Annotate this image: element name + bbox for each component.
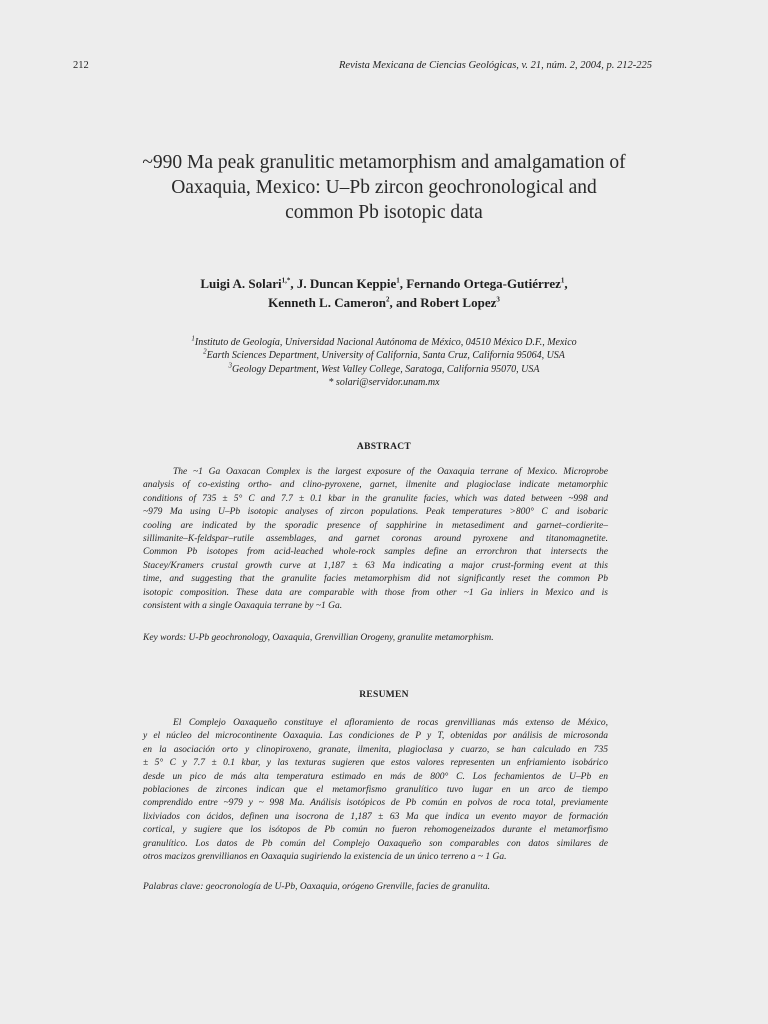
affil-mark: 2 bbox=[203, 347, 207, 356]
author-name: , J. Duncan Keppie bbox=[290, 276, 397, 291]
affil-text: Earth Sciences Department, University of California, Santa Cruz, California 95064, USA bbox=[206, 350, 565, 362]
abstract-line: Stacey/Kramers crustal growth curve at 1,187 ± 63 Ma indicating a major crust-forming event at this bbox=[143, 560, 608, 571]
journal-citation: Revista Mexicana de Ciencias Geológicas, v. 21, núm. 2, 2004, p. 212-225 bbox=[339, 60, 652, 71]
abstract-keywords bbox=[143, 632, 608, 645]
resumen-line: ± 5° C y 7.7 ± 0.1 kbar, y las texturas sugieren que estos valores representen un enfriamiento isobárico bbox=[143, 758, 608, 769]
resumen-line: y el núcleo del microcontinente Oaxaquia. Las condiciones de P y T, obtenidas por análisis de microsonda bbox=[143, 731, 608, 742]
abstract-line: cooling are indicated by the sporadic presence of sapphirine in metasediment and garnet–cordierite– bbox=[143, 520, 608, 531]
affil-mark: 1 bbox=[191, 334, 195, 343]
resumen-line: poblaciones de zircones indican que el metamorfismo granulítico tuvo lugar en un arco de tiempo bbox=[143, 785, 608, 796]
abstract-line: isotopic composition. These data are comparable with those from other ~1 Ga inliers in Mexico and is bbox=[143, 587, 608, 598]
abstract-line: ~979 Ma using U–Pb isotopic analyses of zircon populations. Peak temperatures >800° C and isobaric bbox=[143, 507, 608, 518]
corresponding-email: * solari@servidor.unam.mx bbox=[328, 376, 440, 388]
resumen-line: desde un pico de más alta temperatura estimado en más de 800° C. Los fechamientos de U–Pb en bbox=[143, 771, 608, 782]
affiliation bbox=[80, 336, 688, 349]
affil-text: Instituto de Geología, Universidad Nacional Autónoma de México, 04510 México D.F., Mexico bbox=[194, 337, 577, 348]
author-affil-mark: 3 bbox=[496, 295, 500, 304]
affiliation bbox=[80, 349, 688, 362]
author-list bbox=[80, 274, 688, 312]
author-affil-mark: 1 bbox=[396, 276, 400, 285]
abstract-line: consistent with a single Oaxaquia terrane by ~1 Ga. bbox=[143, 601, 343, 612]
resumen-heading: RESUMEN bbox=[359, 690, 409, 700]
resumen-line: granulítico. Los datos de Pb común del Complejo Oaxaqueño son comparables con datos similares de bbox=[143, 838, 608, 849]
resumen-line: comprendido entre ~979 y ~ 998 Ma. Análisis isotópicos de Pb común en polvos de roca total, previamente bbox=[143, 798, 608, 809]
page-number: 212 bbox=[73, 60, 89, 71]
title-line: Oaxaquia, Mexico: U–Pb zircon geochronological and bbox=[171, 177, 597, 198]
author-affil-mark: 2 bbox=[385, 295, 390, 304]
paper-title bbox=[80, 150, 688, 225]
title-line: common Pb isotopic data bbox=[285, 202, 483, 223]
keywords-text: Key words: U-Pb geochronology, Oaxaquia, Grenvillian Orogeny, granulite metamorphism. bbox=[143, 633, 494, 643]
abstract-line: The ~1 Ga Oaxacan Complex is the largest exposure of the Oaxaquia terrane of Mexico. Microprobe bbox=[173, 467, 608, 477]
author-affil-mark: 1 bbox=[560, 276, 565, 285]
abstract-line: analysis of co-existing ortho- and clino-pyroxene, garnet, ilmenite and plagioclase indicate metamorphic bbox=[143, 480, 608, 491]
resumen-line: otros macizos grenvillianos en Oaxaquia sugiriendo la existencia de un único terreno a ~ 1 Ga. bbox=[143, 852, 507, 863]
author-name: , Fernando Ortega-Gutiérrez bbox=[399, 276, 561, 291]
author-name: , and Robert Lopez bbox=[389, 295, 497, 310]
author-line bbox=[80, 274, 688, 293]
author-name: Kenneth L. Cameron bbox=[268, 295, 386, 310]
abstract-line: conditions of 735 ± 5° C and 7.7 ± 0.1 kbar in the granulite facies, which was dated between ~998 and bbox=[143, 493, 608, 504]
resumen-line: en la asociación orto y clinopiroxeno, granate, ilmenita, plagioclasa y cuarzo, se han calculado en 735 bbox=[143, 744, 608, 755]
resumen-line: lixiviados con ácidos, definen una isocrona de 1,187 ± 63 Ma que indica un evento mayor de formación bbox=[143, 811, 608, 822]
author-line bbox=[80, 293, 688, 312]
affil-text: Geology Department, West Valley College, Saratoga, California 95070, USA bbox=[232, 363, 540, 375]
abstract-line: time, and suggesting that the granulite facies metamorphism did not significantly reset the common Pb bbox=[143, 574, 608, 585]
affiliation bbox=[80, 363, 688, 376]
author-affil-mark: 1,* bbox=[281, 276, 291, 285]
palabras-clave-text: Palabras clave: geocronología de U-Pb, Oaxaquia, orógeno Grenville, facies de granulita. bbox=[143, 882, 491, 892]
abstract-line: sillimanite–K-feldspar–rutile assemblages, and garnet coronas around pyroxene and titanomagnetite. bbox=[143, 534, 608, 545]
affiliations bbox=[80, 336, 688, 389]
author-separator: , bbox=[564, 276, 568, 291]
abstract-heading: ABSTRACT bbox=[356, 442, 412, 452]
resumen-line: El Complejo Oaxaqueño constituye el afloramiento de rocas grenvillianas más extenso de México, bbox=[173, 718, 608, 728]
title-line: ~990 Ma peak granulitic metamorphism and amalgamation of bbox=[142, 152, 626, 173]
resumen-text bbox=[143, 717, 608, 864]
resumen-keywords bbox=[143, 881, 608, 894]
abstract-line: Common Pb isotopes from acid-leached whole-rock samples define an errorchron that intersects the bbox=[143, 547, 608, 558]
author-name: Luigi A. Solari bbox=[200, 276, 282, 291]
abstract-text bbox=[143, 466, 608, 613]
resumen-line: cortical, y sugiere que los isótopos de Pb común no fueron rehomogeneizados durante el metamorfismo bbox=[143, 825, 608, 836]
affil-mark: 3 bbox=[228, 361, 233, 370]
